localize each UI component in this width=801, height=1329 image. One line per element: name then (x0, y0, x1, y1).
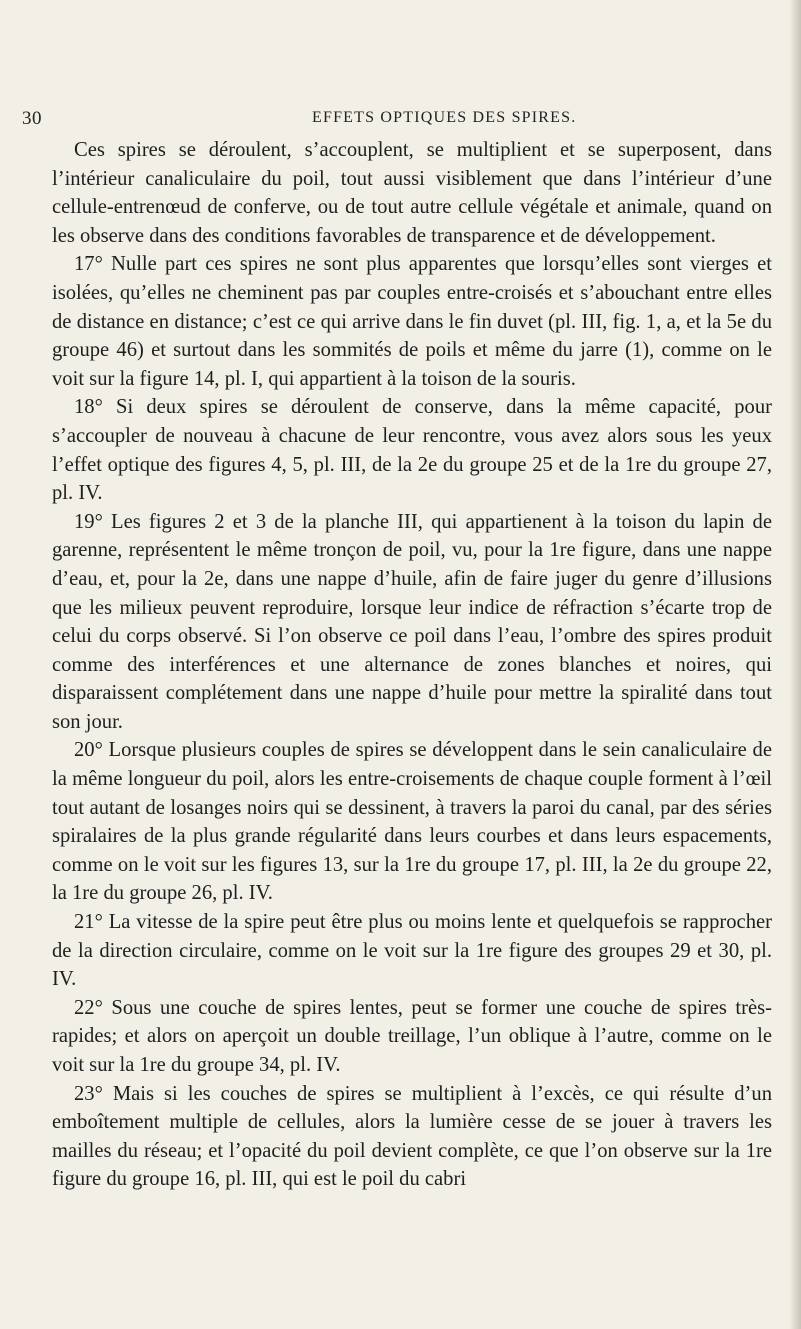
paragraph-22: 22° Sous une couche de spires lentes, peut se former une couche de spires très-rapides; et alors on aperçoit un double treillage, l’un oblique à l’autre, comme on le voit sur la 1re du groupe 34, pl. IV. (52, 996, 772, 1076)
page-number: 30 (22, 108, 42, 129)
page-edge-shadow (789, 0, 801, 1329)
paragraph-intro: Ces spires se déroulent, s’accouplent, se multiplient et se superposent, dans l’intérieur canaliculaire du poil, tout aussi visiblement que dans l’intérieur d’une cellule-entrenœud de conferve, ou de tout autre cellule végétale et animale, quand on les observe dans des conditions favorables de transparence et de développement. (52, 139, 772, 247)
paragraph-23: 23° Mais si les couches de spires se multiplient à l’excès, ce qui résulte d’un emboîtement multiple de cellules, alors la lumière cesse de se jouer à travers les mailles du réseau; et l’opacité du poil devient complète, ce que l’on observe sur la 1re figure du groupe 16, pl. III, qui est le poil du cabri (52, 1082, 772, 1191)
paragraph-20: 20° Lorsque plusieurs couples de spires se développent dans le sein canaliculaire de la même longueur du poil, alors les entre-croisements de chaque couple forment à l’œil tout autant de losanges noirs qui se dessinent, à travers la paroi du canal, par des séries spiralaires de la plus grande régularité dans leurs courbes et dans leurs espacements, comme on le voit sur les figures 13, sur la 1re du groupe 17, pl. III, la 2e du groupe 22, la 1re du groupe 26, pl. IV. (52, 739, 772, 905)
running-title: EFFETS OPTIQUES DES SPIRES. (312, 109, 577, 126)
paragraph-19: 19° Les figures 2 et 3 de la planche III, qui appartienent à la toison du lapin de garenne, représentent le même tronçon de poil, vu, pour la 1re figure, dans une nappe d’eau, et, pour la 2e, dans une nappe d’huile, afin de faire juger du genre d’illusions que les milieux peuvent reproduire, lorsque leur indice de réfraction s’écarte trop de celui du corps observé. Si l’on observe ce poil dans l’eau, l’ombre des spires produit comme des interférences et une alternance de zones blanches et noires, qui disparaissent complétement dans une nappe d’huile pour mettre la spiralité dans tout son jour. (52, 510, 772, 733)
body-text (52, 136, 772, 1194)
paragraph-18: 18° Si deux spires se déroulent de conserve, dans la même capacité, pour s’accoupler de nouveau à chacune de leur rencontre, vous avez alors sous les yeux l’effet optique des figures 4, 5, pl. III, de la 2e du groupe 25 et de la 1re du groupe 27, pl. IV. (52, 396, 772, 505)
paragraph-17: 17° Nulle part ces spires ne sont plus apparentes que lorsqu’elles sont vierges et isolées, qu’elles ne cheminent pas par couples entre-croisés et s’abouchant entre elles de distance en distance; c’est ce qui arrive dans le fin duvet (pl. III, fig. 1, a, et la 5e du groupe 46) et surtout dans les sommités de poils et même du jarre (1), comme on le voit sur la figure 14, pl. I, qui appartient à la toison de la souris. (52, 253, 772, 390)
page-header (22, 108, 782, 132)
paragraph-21: 21° La vitesse de la spire peut être plus ou moins lente et quelquefois se rapprocher de la direction circulaire, comme on le voit sur la 1re figure des groupes 29 et 30, pl. IV. (52, 911, 772, 991)
